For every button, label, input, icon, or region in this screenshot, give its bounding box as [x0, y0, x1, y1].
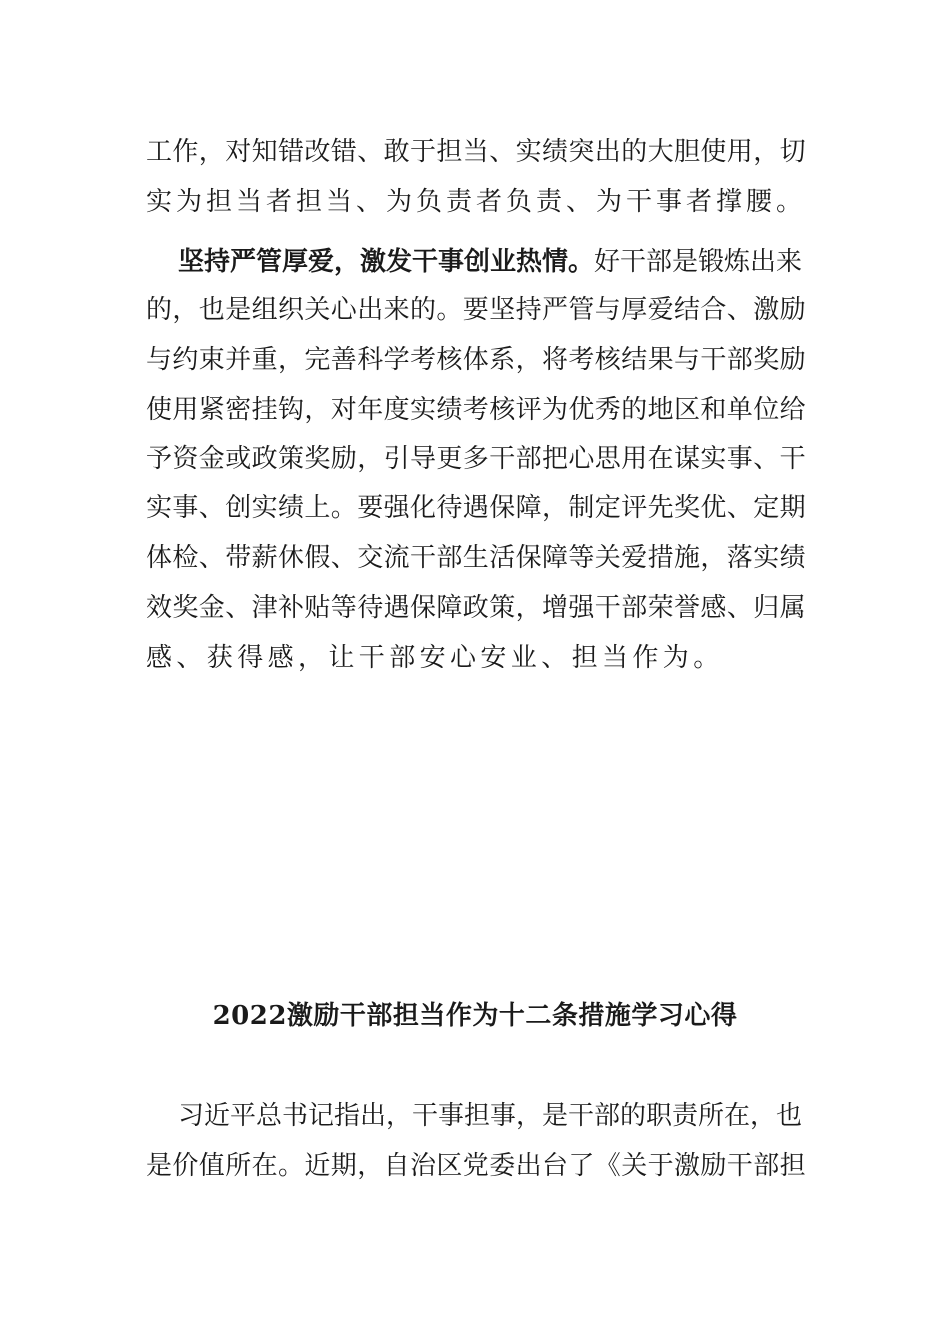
paragraph-line: 实为担当者担当、为负责者负责、为干事者撑腰。: [146, 187, 807, 217]
paragraph-line: 与约束并重，完善科学考核体系，将考核结果与干部奖励: [146, 345, 807, 375]
paragraph-text: 好干部是锻炼出来: [594, 247, 803, 277]
paragraph-line: 使用紧密挂钩，对年度实绩考核评为优秀的地区和单位给: [146, 395, 807, 425]
paragraph-line: 是价值所在。近期，自治区党委出台了《关于激励干部担: [146, 1151, 807, 1181]
article-title: 2022激励干部担当作为十二条措施学习心得: [212, 1001, 738, 1031]
paragraph-line: 工作，对知错改错、敢于担当、实绩突出的大胆使用，切: [146, 137, 807, 167]
paragraph-line: 予资金或政策奖励，引导更多干部把心思用在谋实事、干: [146, 444, 807, 474]
paragraph-line: 习近平总书记指出，干事担事，是干部的职责所在，也: [178, 1101, 803, 1131]
paragraph-line: 的，也是组织关心出来的。要坚持严管与厚爱结合、激励: [146, 295, 807, 325]
paragraph-line: 实事、创实绩上。要强化待遇保障，制定评先奖优、定期: [146, 493, 807, 523]
paragraph-lead-line: [178, 244, 806, 280]
paragraph-line: 效奖金、津补贴等待遇保障政策，增强干部荣誉感、归属: [146, 593, 807, 623]
paragraph-line: 体检、带薪休假、交流干部生活保障等关爱措施，落实绩: [146, 543, 807, 573]
paragraph-line: 感、获得感，让干部安心安业、担当作为。: [146, 643, 724, 673]
paragraph-heading: 坚持严管厚爱，激发干事创业热情。: [178, 247, 595, 277]
